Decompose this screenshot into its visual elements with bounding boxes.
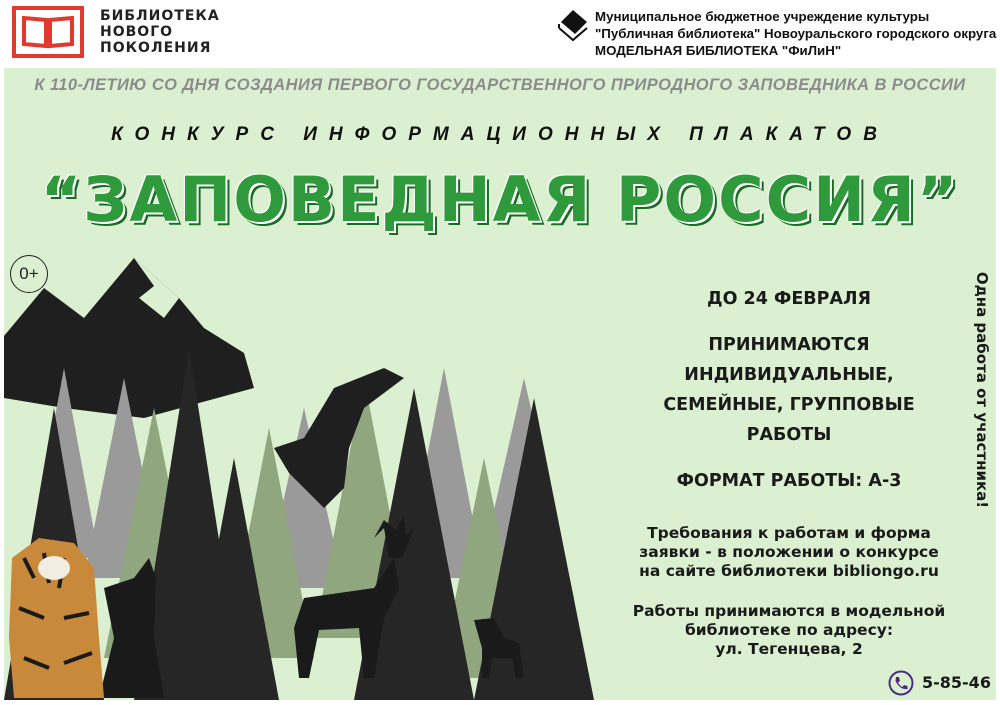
library-brand [100,8,220,56]
address-line: Работы принимаются в модельной [632,602,946,620]
side-note [970,260,994,520]
org-line: "Публичная библиотека" Новоуральского городского округа [595,26,997,41]
address-line: библиотеке по адресу: [684,621,894,639]
poster-title: “ЗАПОВЕДНАЯ РОССИЯ” [40,163,960,236]
book-stack-icon [557,8,589,42]
age-rating-badge: 0+ [10,255,48,293]
anniversary-line: К 110-ЛЕТИЮ СО ДНЯ СОЗДАНИЯ ПЕРВОГО ГОСУДАРСТВЕННОГО ПРИРОДНОГО ЗАПОВЕДНИКА В РОССИИ [34,76,966,94]
accepted-line: ПРИНИМАЮТСЯ [708,335,870,355]
side-note-text: Одна работа от участника! [973,271,991,509]
forest-illustration [4,258,604,700]
accepted-line: СЕМЕЙНЫЕ, ГРУППОВЫЕ [663,395,915,415]
requirements-line: на сайте библиотеки bibliongo.ru [639,562,939,580]
brand-line: НОВОГО [100,24,174,40]
format-text: ФОРМАТ РАБОТЫ: А-3 [676,471,902,491]
mountain [4,258,254,418]
requirements-text [614,524,964,581]
address-line: ул. Тегенцева, 2 [715,640,863,658]
brand-line: БИБЛИОТЕКА [100,8,220,24]
phone-icon [888,670,914,696]
accepted-line: ИНДИВИДУАЛЬНЫЕ, [684,365,894,385]
page-header [0,0,1000,66]
brand-line: ПОКОЛЕНИЯ [100,40,212,56]
accepted-works [644,330,934,450]
poster-panel [4,68,996,700]
org-line: МОДЕЛЬНАЯ БИБЛИОТЕКА "ФиЛиН" [595,43,842,58]
requirements-line: заявки - в положении о конкурсе [639,543,939,561]
wolf [99,558,164,698]
deadline-text: ДО 24 ФЕВРАЛЯ [706,289,872,309]
requirements-line: Требования к работам и форма [647,524,931,542]
book-logo-icon [12,6,84,58]
accepted-line: РАБОТЫ [746,425,832,445]
contest-label: КОНКУРС ИНФОРМАЦИОННЫХ ПЛАКАТОВ [111,124,889,145]
address-text [604,602,974,659]
phone-number: 5-85-46 [922,673,991,692]
org-line: Муниципальное бюджетное учреждение культуры [595,9,930,24]
